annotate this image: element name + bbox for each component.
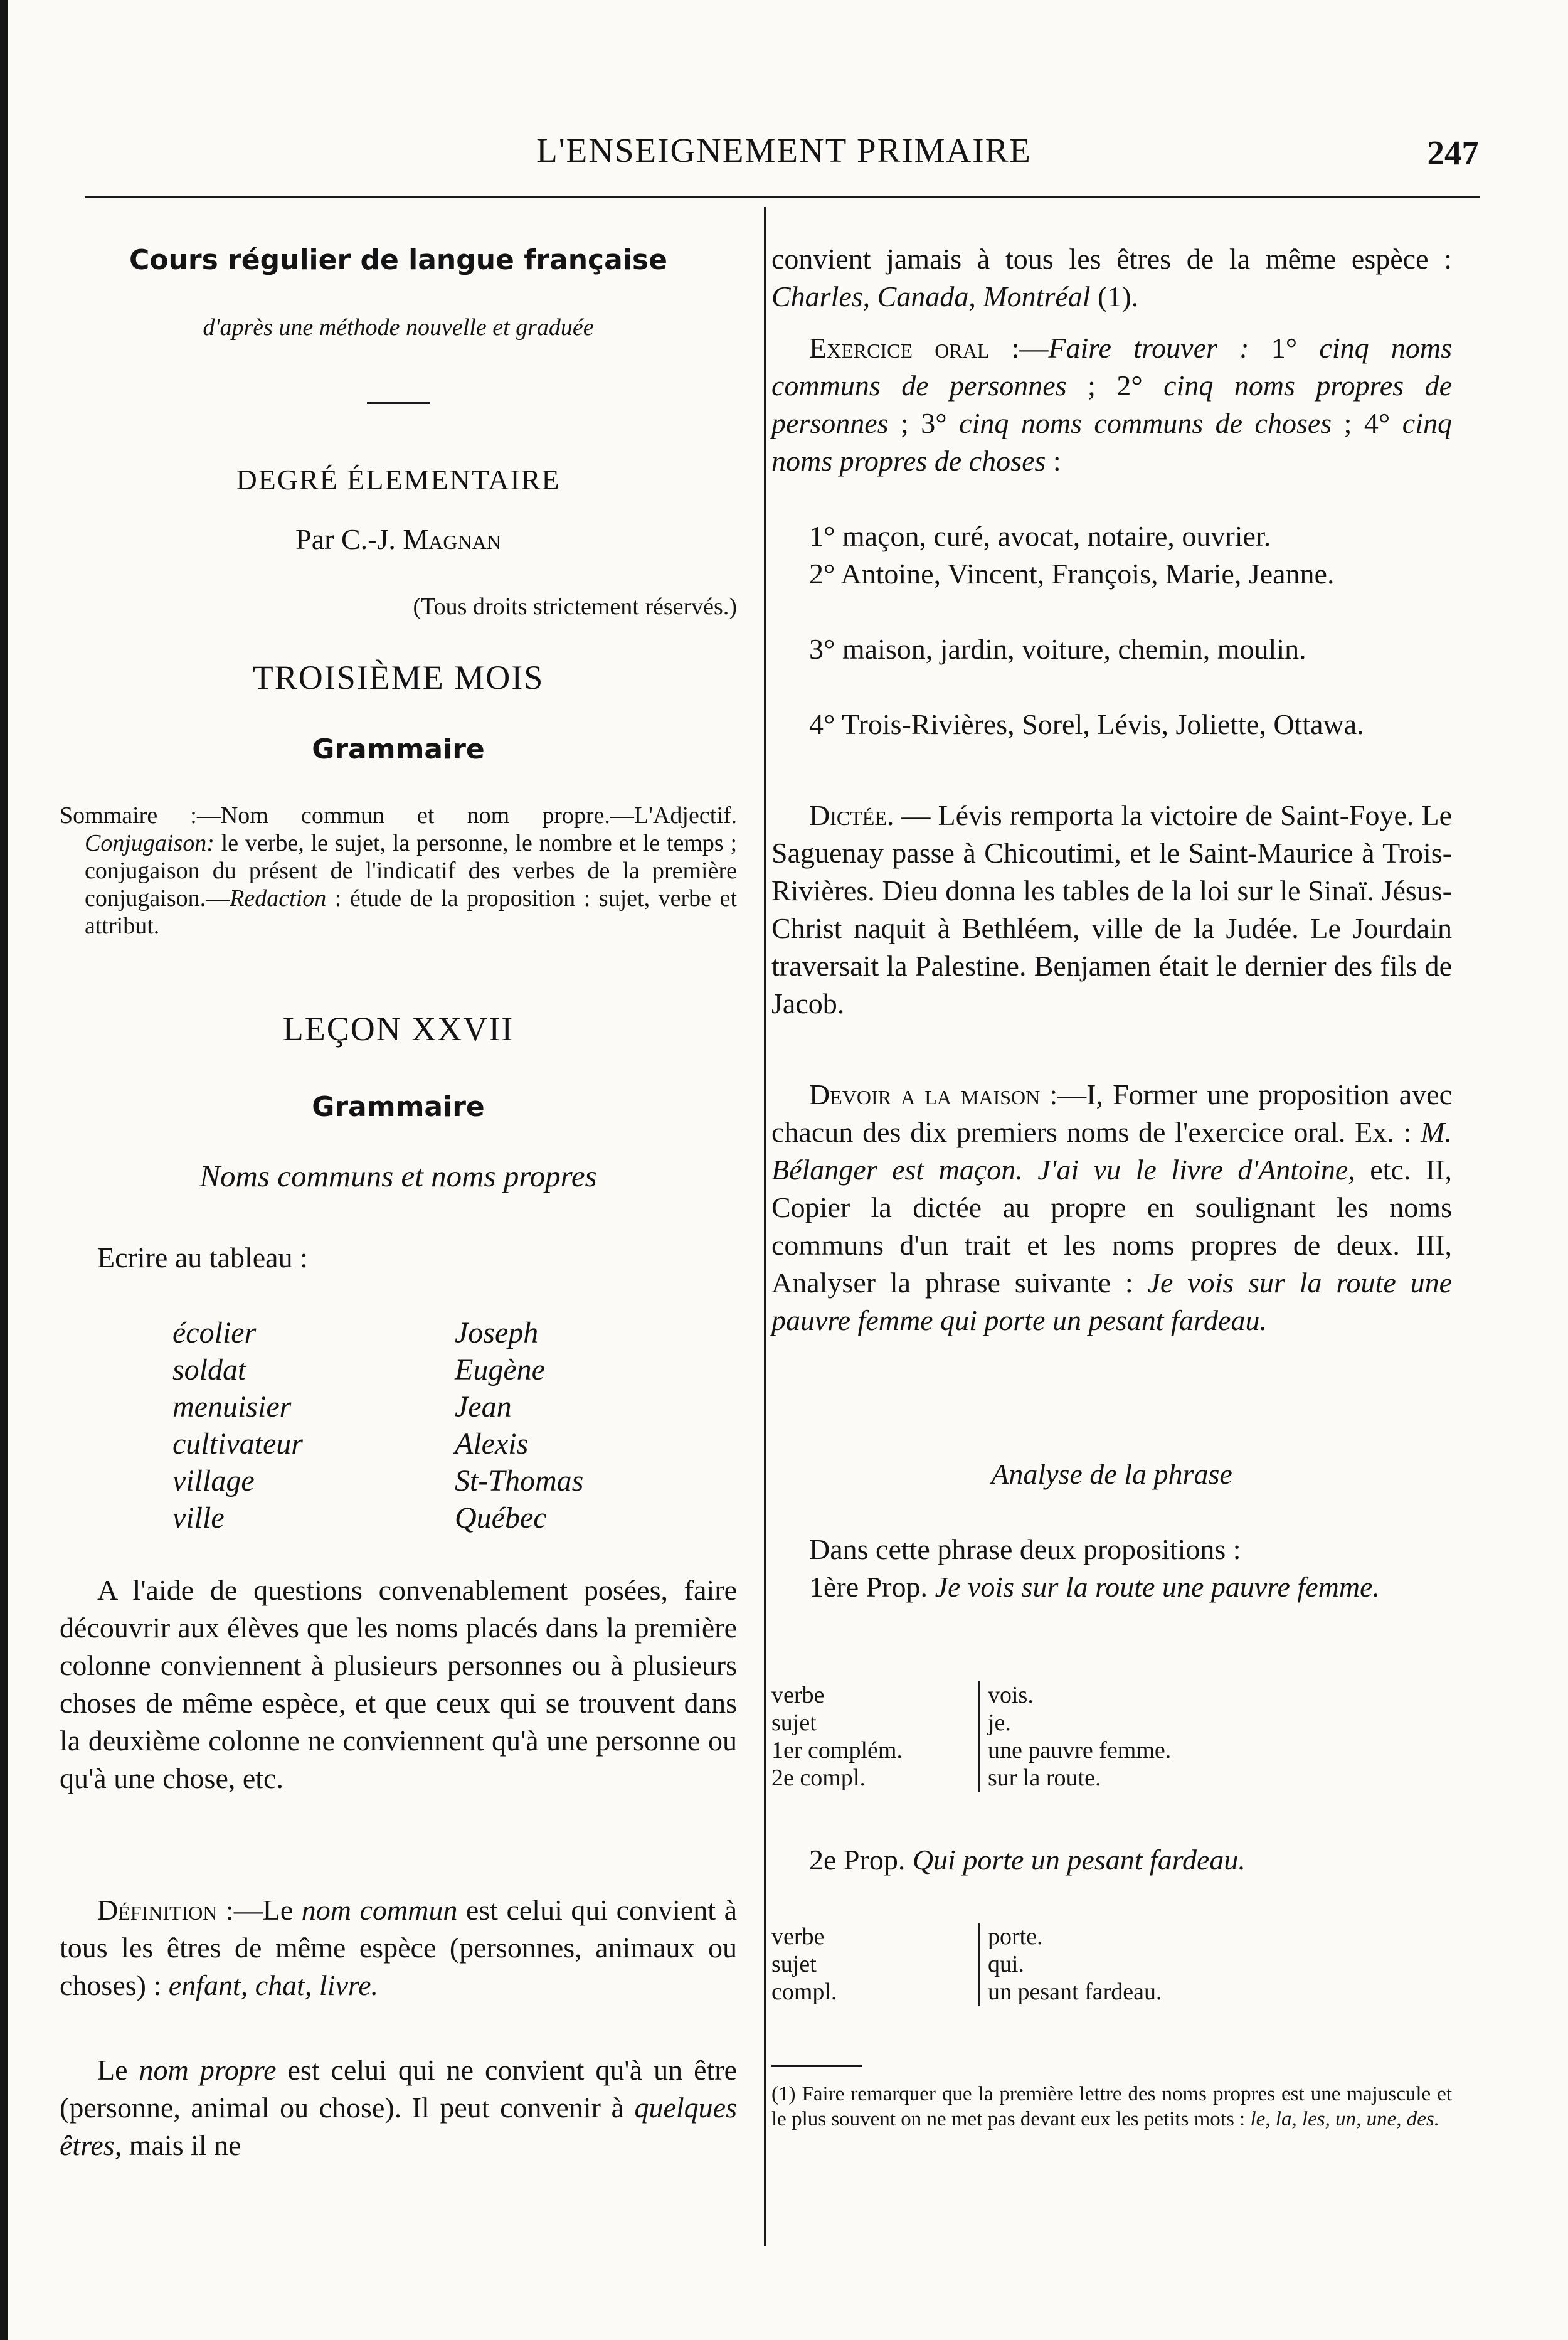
answer-4: 4° Trois-Rivières, Sorel, Lévis, Joliette, Ottawa. bbox=[809, 708, 1364, 740]
proper-noun-3: Jean bbox=[455, 1390, 512, 1423]
definition-paragraph: Définition :—Le nom commun est celui qui convient à tous les êtres de même espèce (personnes, animaux ou choses) : enfant, chat, livre. bbox=[60, 1894, 737, 2001]
running-header-title: L'ENSEIGNEMENT PRIMAIRE bbox=[536, 131, 1032, 169]
table-1-label-2: sujet bbox=[771, 1710, 817, 1736]
common-noun-6: ville bbox=[172, 1501, 225, 1534]
common-noun-2: soldat bbox=[172, 1353, 246, 1386]
degree-heading: DEGRÉ ÉLEMENTAIRE bbox=[236, 464, 561, 496]
proper-noun-2: Eugène bbox=[455, 1353, 545, 1386]
page-edge-rule bbox=[0, 0, 8, 2340]
footnote: (1) Faire remarquer que la première lettre des noms propres est une majuscule et le plus souvent on ne met pas devant eux les petits mots : le, la, les, un, une, des. bbox=[771, 2083, 1452, 2130]
section-divider bbox=[367, 402, 430, 404]
answer-1: 1° maçon, curé, avocat, notaire, ouvrier. bbox=[809, 520, 1271, 552]
author-name: C.-J. Magnan bbox=[341, 523, 501, 555]
lesson-grammar-heading: Grammaire bbox=[312, 1091, 485, 1123]
table-1-value-1: vois. bbox=[988, 1682, 1034, 1708]
table-2-label-2: sujet bbox=[771, 1951, 817, 1977]
table-2-value-2: qui. bbox=[988, 1951, 1025, 1977]
table-1-label-3: 1er complém. bbox=[771, 1737, 903, 1763]
month-heading: TROISIÈME MOIS bbox=[252, 659, 544, 696]
common-noun-4: cultivateur bbox=[172, 1427, 303, 1460]
write-board-line: Ecrire au tableau : bbox=[97, 1242, 308, 1274]
continuation-paragraph: convient jamais à tous les êtres de la même espèce : Charles, Canada, Montréal (1). bbox=[771, 243, 1452, 312]
analysis-intro: Dans cette phrase deux propositions : bbox=[809, 1533, 1241, 1565]
header-rule bbox=[85, 196, 1480, 198]
table-1-value-3: une pauvre femme. bbox=[988, 1737, 1172, 1763]
course-title: Cours régulier de langue française bbox=[129, 244, 667, 276]
table-1-labels bbox=[771, 1681, 903, 1792]
proper-nouns-column bbox=[455, 1314, 583, 1536]
table-2-value-1: porte. bbox=[988, 1923, 1043, 1950]
common-noun-3: menuisier bbox=[172, 1390, 292, 1423]
table-1-label-1: verbe bbox=[771, 1682, 825, 1708]
page-number: 247 bbox=[1427, 134, 1479, 172]
table-2-bar bbox=[978, 1923, 980, 2006]
lesson-heading: LEÇON XXVII bbox=[282, 1010, 514, 1048]
table-2-labels bbox=[771, 1923, 837, 2006]
questions-paragraph: A l'aide de questions convenablement posées, faire découvrir aux élèves que les noms placés dans la première colonne conviennent à plusieurs personnes ou à plusieurs choses de même espèce, et que ceux qui se trouvent dans la deuxième colonne ne conviennent qu'à une personne ou qu'à une chose, etc. bbox=[60, 1574, 737, 1794]
table-2-label-1: verbe bbox=[771, 1923, 825, 1950]
table-1-values bbox=[988, 1681, 1171, 1792]
common-noun-1: écolier bbox=[172, 1316, 257, 1349]
course-subtitle: d'après une méthode nouvelle et graduée bbox=[203, 314, 594, 341]
proposition-2: 2e Prop. Qui porte un pesant fardeau. bbox=[809, 1844, 1246, 1876]
proper-noun-4: Alexis bbox=[455, 1427, 529, 1460]
table-1-label-4: 2e compl. bbox=[771, 1765, 866, 1791]
proper-noun-1: Joseph bbox=[455, 1316, 539, 1349]
column-divider bbox=[764, 207, 766, 2246]
proper-noun-6: Québec bbox=[455, 1501, 547, 1534]
author-prefix: Par bbox=[295, 523, 334, 555]
oral-exercise-paragraph: Exercice oral :—Faire trouver : 1° cinq noms communs de personnes ; 2° cinq noms propres de personnes ; 3° cinq noms communs de choses ; 4° cinq noms propres de choses : bbox=[771, 332, 1452, 477]
proper-noun-paragraph: Le nom propre est celui qui ne convient qu'à un être (personne, animal ou chose). Il peut convenir à quelques êtres, mais il ne bbox=[60, 2054, 737, 2161]
common-nouns-column bbox=[172, 1314, 303, 1536]
table-2-value-3: un pesant fardeau. bbox=[988, 1979, 1162, 2005]
footnote-rule bbox=[771, 2065, 862, 2067]
common-noun-5: village bbox=[172, 1464, 255, 1497]
table-1-value-2: je. bbox=[988, 1710, 1011, 1736]
analysis-title: Analyse de la phrase bbox=[991, 1458, 1232, 1490]
lesson-subtitle: Noms communs et noms propres bbox=[199, 1159, 597, 1193]
table-1-bar bbox=[978, 1681, 980, 1792]
rights-notice: (Tous droits strictement réservés.) bbox=[413, 593, 737, 620]
homework-paragraph: Devoir a la maison :—I, Former une proposition avec chacun des dix premiers noms de l'exercice oral. Ex. : M. Bélanger est maçon. J'ai vu le livre d'Antoine, etc. II, Copier la dictée au propre en soulignant les noms communs d'un trait et les noms propres de deux. III, Analyser la phrase suivante : Je vois sur la route une pauvre femme qui porte un pesant fardeau. bbox=[771, 1078, 1452, 1336]
proposition-1: 1ère Prop. Je vois sur la route une pauvre femme. bbox=[809, 1571, 1380, 1603]
table-1-value-4: sur la route. bbox=[988, 1765, 1101, 1791]
answer-3: 3° maison, jardin, voiture, chemin, moulin. bbox=[809, 633, 1306, 665]
table-2-values bbox=[988, 1923, 1162, 2006]
proper-noun-5: St-Thomas bbox=[455, 1464, 584, 1497]
summary-paragraph: Sommaire :—Nom commun et nom propre.—L'Adjectif. Conjugaison: le verbe, le sujet, la personne, le nombre et le temps ; conjugaison du présent de l'indicatif des verbes de la première conjugaison.—Redaction : étude de la proposition : sujet, verbe et attribut. bbox=[60, 802, 737, 939]
table-2-label-3: compl. bbox=[771, 1979, 837, 2005]
author-line bbox=[60, 521, 737, 558]
answer-2: 2° Antoine, Vincent, François, Marie, Jeanne. bbox=[809, 558, 1335, 590]
dictation-paragraph: Dictée. — Lévis remporta la victoire de Saint-Foye. Le Saguenay passe à Chicoutimi, et le Saint-Maurice à Trois-Rivières. Dieu donna les tables de la loi sur le Sinaï. Jésus-Christ naquit à Bethléem, ville de la Judée. Le Jourdain traversait la Palestine. Benjamen était le dernier des fils de Jacob. bbox=[771, 799, 1452, 1019]
grammar-heading: Grammaire bbox=[312, 733, 485, 765]
